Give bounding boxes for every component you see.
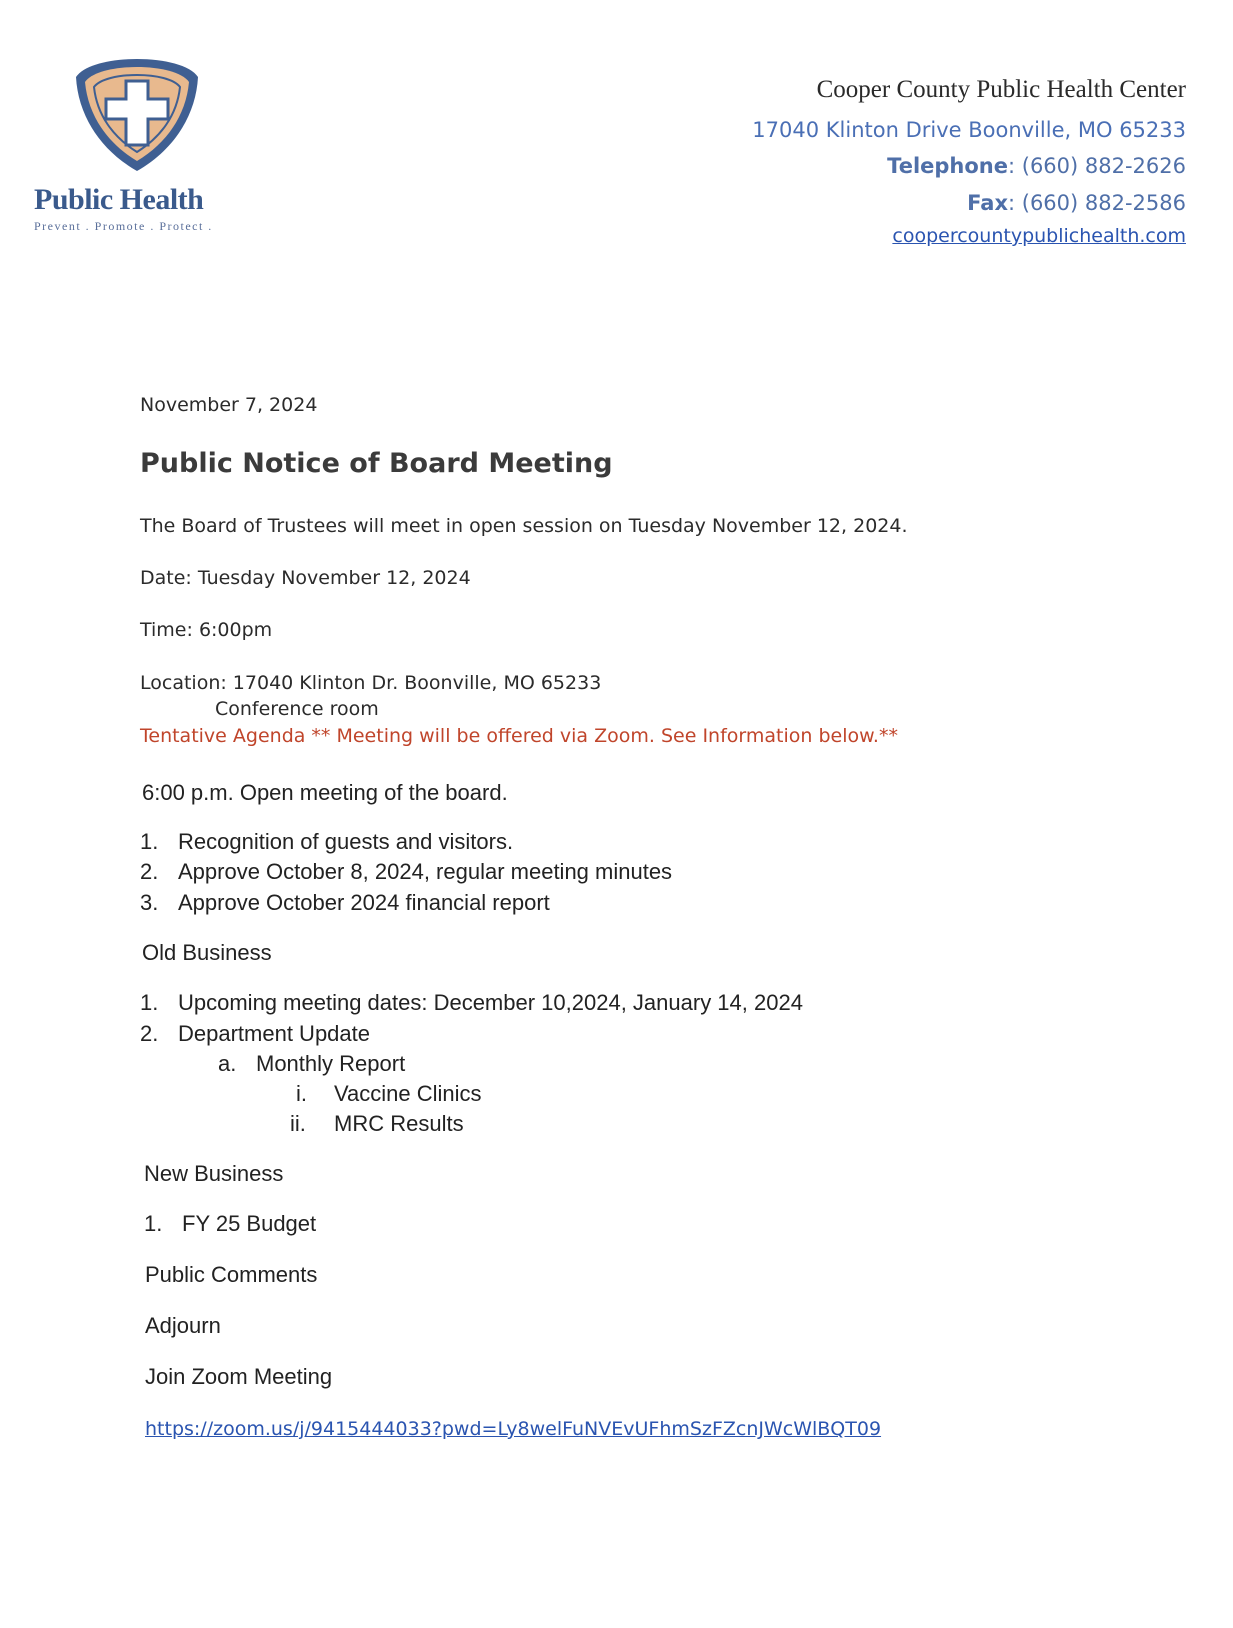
list-text: MRC Results [334, 1111, 464, 1136]
list-text: Recognition of guests and visitors. [178, 829, 514, 854]
fax [967, 191, 1186, 215]
shield-cross-icon [70, 55, 205, 175]
organization-name: Cooper County Public Health Center [816, 76, 1186, 103]
list-text: Monthly Report [256, 1051, 406, 1076]
logo-title: Public Health [34, 183, 204, 216]
notice-date: November 7, 2024 [140, 394, 318, 416]
list-text: Approve October 2024 financial report [178, 890, 550, 915]
list-item [144, 1211, 316, 1237]
logo-tagline: Prevent . Promote . Protect . [34, 219, 213, 233]
fax-label: Fax [967, 191, 1008, 215]
telephone-value: : (660) 882-2626 [1008, 154, 1186, 178]
list-number: 3. [140, 890, 159, 915]
list-text: Upcoming meeting dates: December 10,2024, January 14, 2024 [178, 990, 803, 1015]
list-number: 1. [144, 1211, 163, 1236]
meeting-time: Time: 6:00pm [140, 619, 273, 641]
list-number: ii. [290, 1111, 306, 1136]
organization-address: 17040 Klinton Drive Boonville, MO 65233 [752, 118, 1186, 142]
list-text: Vaccine Clinics [334, 1081, 482, 1106]
sub-sub-list-item [290, 1111, 464, 1137]
fax-value: : (660) 882-2586 [1008, 191, 1186, 215]
tentative-agenda-note: Tentative Agenda ** Meeting will be offered via Zoom. See Information below.** [140, 725, 898, 747]
sub-sub-list-item [296, 1081, 482, 1107]
public-comments-heading: Public Comments [145, 1262, 318, 1287]
list-text: Approve October 8, 2024, regular meeting minutes [178, 859, 673, 884]
list-number: i. [296, 1081, 307, 1106]
meeting-date: Date: Tuesday November 12, 2024 [140, 567, 471, 589]
list-number: a. [218, 1051, 237, 1076]
notice-intro: The Board of Trustees will meet in open session on Tuesday November 12, 2024. [140, 515, 908, 537]
sub-list-item [218, 1051, 405, 1077]
list-item [140, 829, 513, 855]
zoom-link[interactable]: https://zoom.us/j/9415444033?pwd=Ly8welFuNVEvUFhmSzFZcnJWcWlBQT09 [145, 1418, 882, 1440]
notice-title: Public Notice of Board Meeting [140, 448, 613, 479]
list-item [140, 990, 803, 1016]
adjourn-heading: Adjourn [145, 1313, 221, 1338]
zoom-heading: Join Zoom Meeting [145, 1364, 333, 1389]
old-business-heading: Old Business [142, 940, 272, 965]
logo [30, 55, 260, 235]
website-link[interactable]: coopercountypublichealth.com [892, 225, 1186, 247]
list-item [140, 1021, 370, 1047]
open-meeting-line: 6:00 p.m. Open meeting of the board. [142, 780, 508, 805]
list-item [140, 890, 550, 916]
telephone-label: Telephone [887, 154, 1008, 178]
meeting-location: Location: 17040 Klinton Dr. Boonville, MO 65233 [140, 672, 602, 694]
list-number: 2. [140, 859, 159, 884]
list-text: Department Update [178, 1021, 370, 1046]
list-number: 2. [140, 1021, 159, 1046]
meeting-room: Conference room [215, 698, 379, 720]
list-text: FY 25 Budget [182, 1211, 317, 1236]
new-business-heading: New Business [144, 1161, 284, 1186]
list-number: 1. [140, 829, 159, 854]
list-number: 1. [140, 990, 159, 1015]
telephone [887, 154, 1186, 178]
list-item [140, 859, 672, 885]
